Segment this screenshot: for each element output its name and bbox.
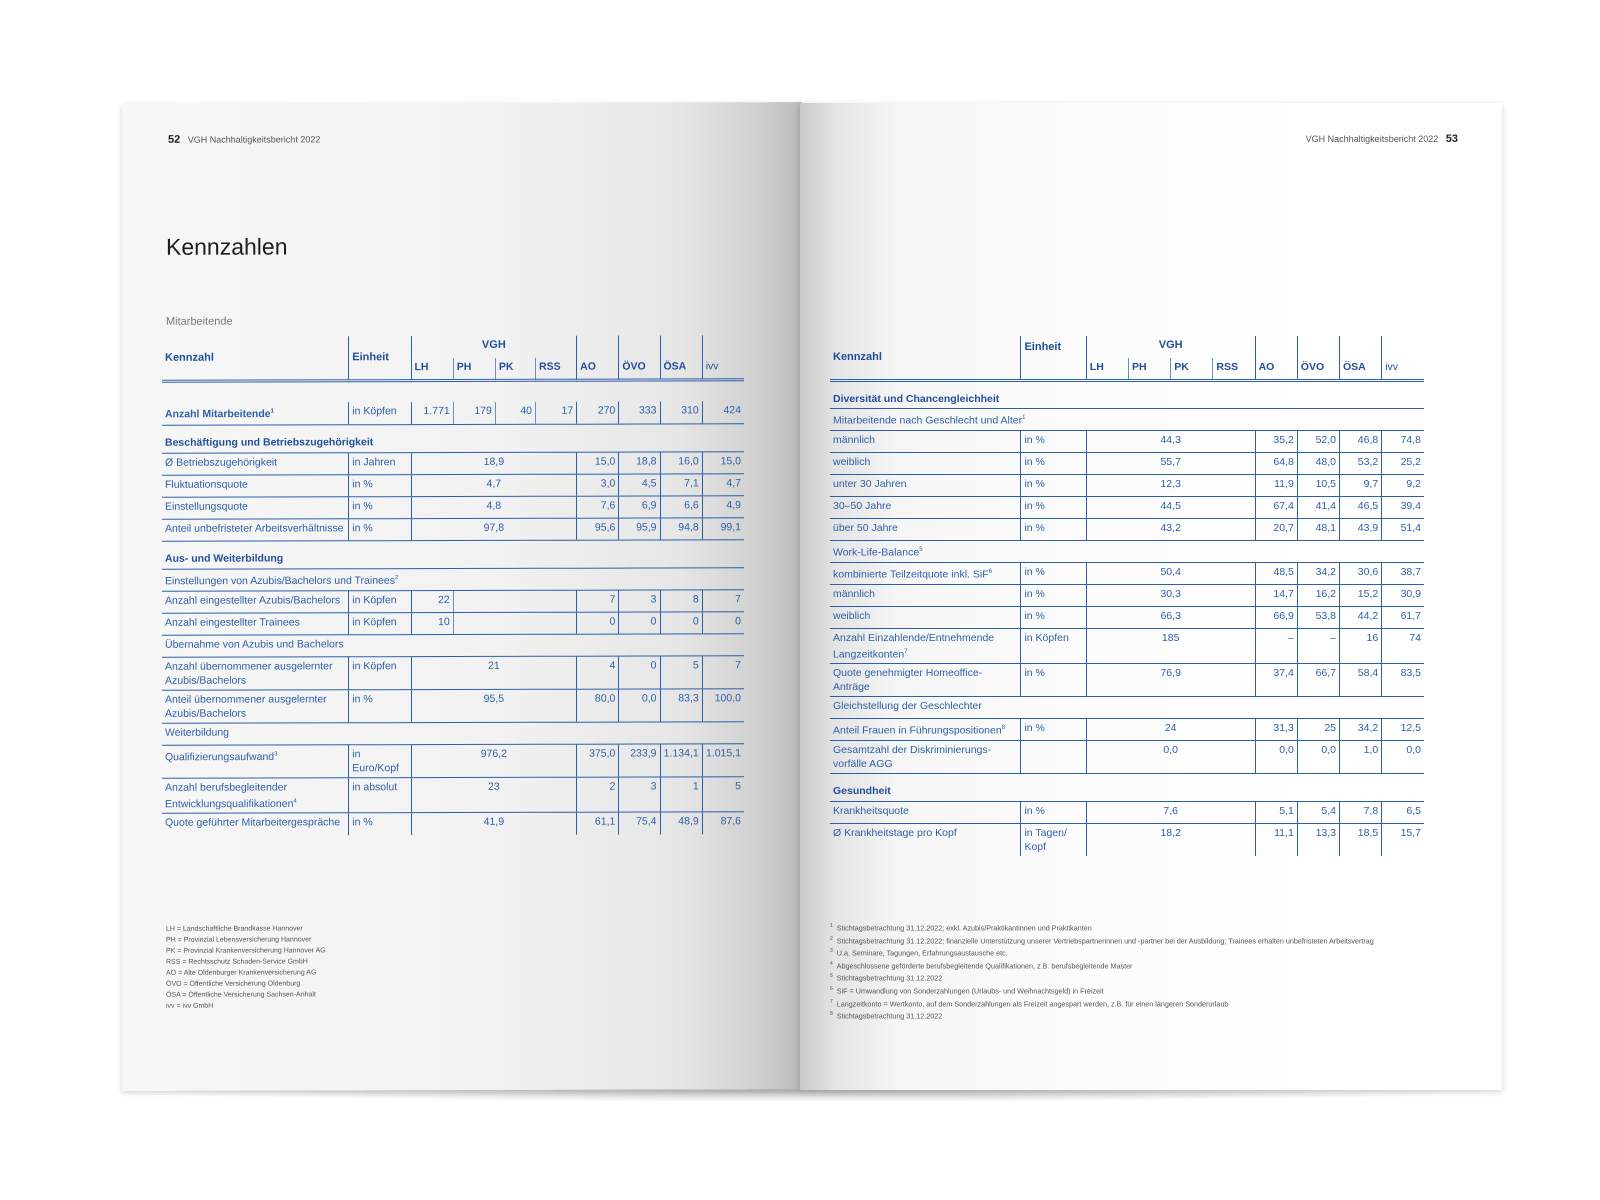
col-oesa: ÖSA <box>1340 358 1382 380</box>
col-ao: AO <box>577 358 619 380</box>
col-oevo: ÖVO <box>1297 358 1339 380</box>
table-row: Krankheitsquote in % 7,6 5,1 5,4 7,8 6,5 <box>830 802 1424 824</box>
table-row: männlich in % 44,3 35,2 52,0 46,8 74,8 <box>830 430 1424 452</box>
subsection-heading: Mitarbeitende nach Geschlecht und Alter$^1$ <box>830 408 1424 430</box>
diversity-health-table <box>830 336 1424 856</box>
left-page <box>122 102 802 1091</box>
col-ph: PH <box>1128 358 1170 380</box>
section-label: Mitarbeitende <box>166 315 233 328</box>
table-row: Anzahl berufsbegleitender Entwicklungsqualifikationen$^4$ in absolut 23 2 3 1 5 <box>162 776 744 813</box>
table-row: Quote genehmigter Homeoffice-Anträge in % 76,9 37,4 66,7 58,4 83,5 <box>830 664 1424 697</box>
header-vgh: VGH <box>1086 336 1255 358</box>
table-row: Anzahl eingestellter Azubis/Bachelors in Köpfen 22 7 3 8 7 <box>162 589 744 613</box>
col-ao: AO <box>1255 358 1297 380</box>
footnote: $^8$ Stichtagsbetrachtung 31.12.2022 <box>830 1011 943 1021</box>
footnote: $^3$ U.a. Seminare, Tagungen, Erfahrungsaustausche etc. <box>830 948 1008 958</box>
subsection-heading: Work-Life-Balance$^5$ <box>830 540 1424 562</box>
col-oevo: ÖVO <box>619 357 660 379</box>
col-pk: PK <box>495 358 535 380</box>
left-running-header <box>168 133 320 145</box>
page-title: Kennzahlen <box>166 233 288 260</box>
section-heading: Diversität und Chancengleichheit <box>830 380 1424 408</box>
footnote: $^1$ Stichtagsbetrachtung 31.12.2022; exkl. Azubis/Praktikantinnen und Praktikanten <box>830 923 1092 933</box>
table-row: kombinierte Teilzeitquote inkl. SiF$^6$ in % 50,4 48,5 34,2 30,6 38,7 <box>830 562 1424 584</box>
footnote: $^2$ Stichtagsbetrachtung 31.12.2022; finanzielle Unterstützung unserer Vertriebspartnerinnen und -partner bei der Ausbildung; Trainees erhalten unbefristeten Arbeitsvertrag <box>830 935 1374 945</box>
table-row: Einstellungsquote in % 4,8 7,6 6,9 6,6 4,9 <box>162 495 744 519</box>
col-lh: LH <box>1086 358 1128 380</box>
subsection-heading: Übernahme von Azubis und Bachelors <box>162 633 744 657</box>
running-title: VGH Nachhaltigkeitsbericht 2022 <box>1305 134 1439 144</box>
footnote: $^7$ Langzeitkonto = Wertkonto, auf dem Sonderzahlungen als Freizeit angespart werden, z.B. für einen längeren Sonderurlaub <box>830 998 1229 1008</box>
table-row: Anteil Frauen in Führungspositionen$^8$ in % 24 31,3 25 34,2 12,5 <box>830 719 1424 741</box>
col-oesa: ÖSA <box>660 357 702 379</box>
col-ivv: ivv <box>1382 358 1424 380</box>
right-running-header <box>1306 133 1458 145</box>
table-row: Anzahl Mitarbeitende$^1$ in Köpfen 1.771 179 40 17 270 333 310 424 <box>162 401 744 425</box>
section-heading: Beschäftigung und Betriebszugehörigkeit <box>162 423 744 453</box>
section-heading: Gesundheit <box>830 774 1424 802</box>
header-einheit: Einheit <box>349 336 411 380</box>
right-page <box>800 103 1502 1090</box>
footnote: $^6$ SiF = Umwandlung von Sonderzahlungen (Urlaubs- und Weihnachtsgeld) in Freizeit <box>830 985 1104 996</box>
table-row: Anteil übernommener ausgelernter Azubis/Bachelors in % 95,5 80,0 0,0 83,3 100,0 <box>162 688 744 723</box>
col-ph: PH <box>453 358 495 380</box>
footnotes <box>830 921 1374 1022</box>
running-title: VGH Nachhaltigkeitsbericht 2022 <box>187 134 321 145</box>
table-row: über 50 Jahre in % 43,2 20,7 48,1 43,9 51,4 <box>830 518 1424 540</box>
col-lh: LH <box>411 358 453 380</box>
table-row: Ø Betriebszugehörigkeit in Jahren 18,9 15,0 18,8 16,0 15,0 <box>162 451 744 475</box>
col-ivv: ivv <box>702 357 744 379</box>
subsection-heading: Einstellungen von Azubis/Bachelors und Trainees$^2$ <box>162 567 744 591</box>
header-vgh: VGH <box>411 336 577 358</box>
page-number: 52 <box>168 133 181 146</box>
abbreviation-legend: LH = Landschaftliche Brandkasse Hannover PH = Provinzial Lebensversicherung Hannover PK = Provinzial Krankenversicherung Hannover AG RSS = Rechtsschutz Schaden-Service GmbH AO = Alte Oldenburger Krankenversicherung AG ÖVO = Öffentliche Versicherung Oldenburg ÖSA = Öffentliche Versicherung Sachsen-Anhalt ivv = ivv GmbH <box>166 925 326 1010</box>
subsection-heading: Gleichstellung der Geschlechter <box>830 697 1424 719</box>
header-einheit: Einheit <box>1021 336 1086 380</box>
table-row: Anzahl Einzahlende/Entnehmende Langzeitkonten$^7$ in Köpfen 185 – – 16 74 <box>830 628 1424 664</box>
table-row: 30–50 Jahre in % 44,5 67,4 41,4 46,5 39,4 <box>830 496 1424 518</box>
table-row: weiblich in % 55,7 64,8 48,0 53,2 25,2 <box>830 452 1424 474</box>
table-row: Anteil unbefristeter Arbeitsverhältnisse in % 97,8 95,6 95,9 94,8 99,1 <box>162 517 744 541</box>
table-row: Qualifizierungsaufwand$^3$ in Euro/Kopf 976,2 375,0 233,9 1.134,1 1.015,1 <box>162 743 744 778</box>
subsection-heading: Weiterbildung <box>162 721 744 745</box>
header-kennzahl: Kennzahl <box>165 351 214 365</box>
table-row: Gesamtzahl der Diskriminierungs- vorfälle AGG 0,0 0,0 0,0 1,0 0,0 <box>830 741 1424 774</box>
table-row: Fluktuationsquote in % 4,7 3,0 4,5 7,1 4,7 <box>162 473 744 497</box>
table-row: Anzahl eingestellter Trainees in Köpfen 10 0 0 0 0 <box>162 611 744 635</box>
footnote: $^5$ Stichtagsbetrachtung 31.12.2022 <box>830 973 943 983</box>
header-kennzahl: Kennzahl <box>833 351 882 364</box>
table-row: Quote geführter Mitarbeitergespräche in % 41,9 61,1 75,4 48,9 87,6 <box>162 812 744 836</box>
footnote: $^4$ Abgeschlossene geförderte berufsbegleitende Qualifikationen, z.B. berufsbegleitende Master <box>830 960 1133 971</box>
table-row: unter 30 Jahren in % 12,3 11,9 10,5 9,7 9,2 <box>830 474 1424 496</box>
table-row: Anzahl übernommener ausgelernter Azubis/Bachelors in Köpfen 21 4 0 5 7 <box>162 655 744 690</box>
col-pk: PK <box>1171 358 1213 380</box>
table-row: weiblich in % 66,3 66,9 53,8 44,2 61,7 <box>830 606 1424 628</box>
page-number: 53 <box>1445 133 1458 145</box>
employees-table <box>162 335 744 835</box>
section-heading: Aus- und Weiterbildung <box>162 539 744 569</box>
col-rss: RSS <box>536 358 577 380</box>
table-row: Ø Krankheitstage pro Kopf in Tagen/ Kopf 18,2 11,1 13,3 18,5 15,7 <box>830 824 1424 857</box>
col-rss: RSS <box>1213 358 1255 380</box>
table-row: männlich in % 30,3 14,7 16,2 15,2 30,9 <box>830 584 1424 606</box>
